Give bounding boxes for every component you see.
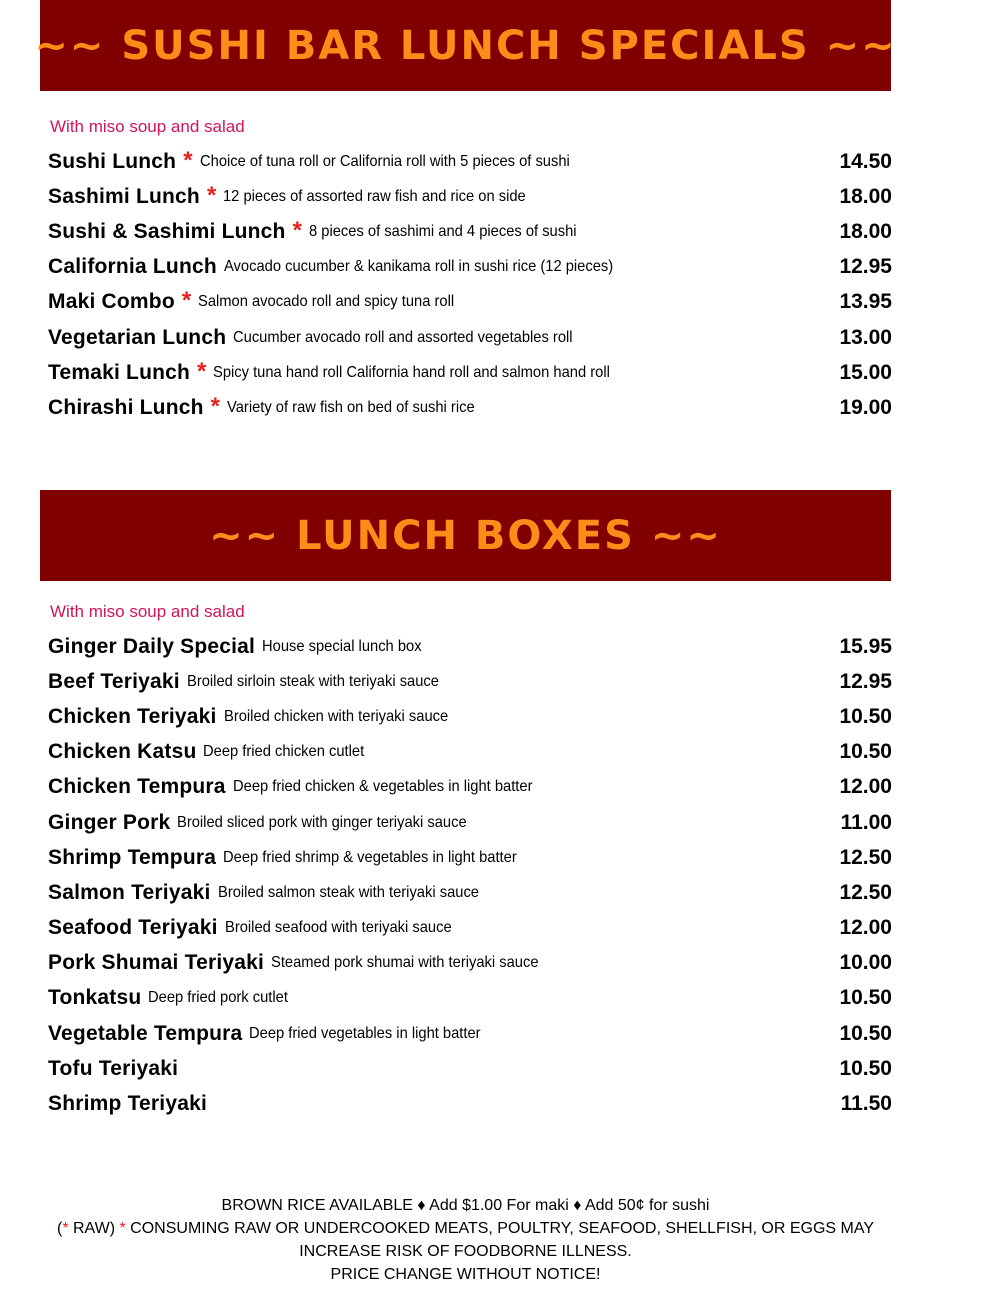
- menu-item: [48, 805, 892, 840]
- menu-item-name: Sushi & Sashimi Lunch: [48, 219, 286, 243]
- menu-item-price: 15.95: [839, 634, 892, 658]
- raw-star: *: [197, 357, 207, 385]
- menu-item-price: 10.50: [839, 1056, 892, 1080]
- menu-item: [48, 770, 892, 805]
- menu-item-name: Maki Combo: [48, 290, 175, 314]
- menu-item-name: Salmon Teriyaki: [48, 880, 211, 904]
- menu-item-price: 10.50: [839, 986, 892, 1010]
- menu-item-price: 11.50: [840, 1092, 892, 1116]
- sushi-bar-menu-list: [48, 144, 892, 426]
- menu-item: [48, 946, 892, 981]
- menu-item-name: Shrimp Tempura: [48, 845, 217, 869]
- menu-item-name: Ginger Daily Special: [48, 634, 256, 658]
- section-note: With miso soup and salad: [50, 117, 245, 136]
- raw-star: *: [62, 1220, 69, 1237]
- menu-item-price: 12.00: [839, 916, 892, 940]
- menu-item: [48, 355, 892, 390]
- menu-item-description: Deep fried chicken cutlet: [203, 743, 365, 761]
- menu-item-description: Variety of raw fish on bed of sushi rice: [227, 398, 475, 416]
- menu-item-name: Chicken Katsu: [48, 740, 197, 764]
- menu-item: [48, 179, 892, 214]
- footer-brown-rice: BROWN RICE AVAILABLE ♦ Add $1.00 For maki ♦ Add 50¢ for sushi: [221, 1197, 710, 1214]
- menu-item-description: Broiled sirloin steak with teriyaki sauce: [186, 672, 439, 690]
- sushi-bar-specials-banner: [34, 0, 897, 91]
- menu-item-name: Vegetarian Lunch: [48, 325, 227, 349]
- menu-item-description: Deep fried pork cutlet: [148, 989, 289, 1007]
- menu-item: [48, 875, 892, 910]
- menu-item-price: 18.00: [839, 219, 892, 243]
- menu-item-name: Vegetable Tempura: [48, 1021, 243, 1045]
- menu-item-description: Salmon avocado roll and spicy tuna roll: [198, 293, 455, 311]
- raw-star: *: [206, 181, 217, 209]
- menu-item-description: Avocado cucumber & kanikama roll in sushi rice (12 pieces): [223, 258, 614, 276]
- menu-item-price: 10.50: [839, 704, 892, 728]
- menu-item-name: Ginger Pork: [48, 810, 171, 834]
- raw-star: *: [292, 216, 302, 244]
- menu-item-description: Choice of tuna roll or California roll with 5 pieces of sushi: [199, 152, 570, 170]
- menu-footer: [40, 1194, 891, 1286]
- menu-item-description: Broiled seafood with teriyaki sauce: [224, 919, 452, 937]
- menu-item: [48, 735, 892, 770]
- menu-item: [48, 840, 892, 875]
- menu-item-price: 12.95: [839, 255, 892, 279]
- menu-item: [48, 699, 892, 734]
- menu-item: [48, 629, 892, 664]
- raw-star: *: [183, 146, 193, 174]
- menu-item-description: Deep fried chicken & vegetables in light batter: [232, 778, 533, 796]
- menu-item-price: 12.00: [839, 775, 892, 799]
- footer-illness-warning: INCREASE RISK OF FOODBORNE ILLNESS.: [299, 1243, 632, 1260]
- menu-item: [48, 214, 892, 249]
- lunch-boxes-menu-list: [48, 629, 892, 1122]
- menu-item-description: 12 pieces of assorted raw fish and rice on side: [223, 187, 527, 205]
- menu-item-name: California Lunch: [48, 255, 217, 279]
- menu-item: [48, 1051, 892, 1086]
- menu-item-name: Sushi Lunch: [48, 149, 177, 173]
- menu-item: [48, 320, 892, 355]
- menu-item: [48, 911, 892, 946]
- menu-item-description: Steamed pork shumai with teriyaki sauce: [271, 954, 539, 972]
- menu-item-price: 13.95: [839, 290, 892, 314]
- menu-item-description: Broiled chicken with teriyaki sauce: [223, 707, 448, 725]
- menu-item-name: Chicken Tempura: [48, 775, 226, 799]
- footer-price-notice: PRICE CHANGE WITHOUT NOTICE!: [330, 1266, 601, 1283]
- menu-item-name: Tofu Teriyaki: [48, 1056, 179, 1080]
- menu-item-name: Shrimp Teriyaki: [48, 1092, 208, 1116]
- raw-star: *: [181, 287, 192, 315]
- menu-item: [48, 390, 892, 425]
- menu-item-price: 12.95: [839, 669, 892, 693]
- menu-item-name: Pork Shumai Teriyaki: [48, 951, 265, 975]
- lunch-boxes-banner: [40, 490, 891, 581]
- menu-item-description: 8 pieces of sashimi and 4 pieces of sushi: [308, 222, 577, 240]
- menu-item-name: Sashimi Lunch: [48, 184, 200, 208]
- menu-item-price: 19.00: [839, 395, 892, 419]
- menu-item-price: 10.50: [839, 1021, 892, 1045]
- menu-item-price: 15.00: [839, 360, 892, 384]
- footer-raw-warning: (* RAW) * CONSUMING RAW OR UNDERCOOKED MEATS, POULTRY, SEAFOOD, SHELLFISH, OR EGGS MAY: [56, 1220, 874, 1237]
- menu-item: [48, 285, 892, 320]
- menu-item: [48, 250, 892, 285]
- menu-item-description: Cucumber avocado roll and assorted vegetables roll: [233, 328, 573, 346]
- menu-item-price: 12.50: [839, 845, 892, 869]
- menu-item: [48, 1086, 892, 1121]
- section-title: ~~ LUNCH BOXES ~~: [209, 512, 722, 559]
- menu-item-price: 11.00: [840, 810, 892, 834]
- menu-item: [48, 664, 892, 699]
- menu-item-name: Chirashi Lunch: [48, 395, 204, 419]
- menu-item-description: Broiled sliced pork with ginger teriyaki sauce: [177, 813, 468, 831]
- menu-item-price: 13.00: [839, 325, 892, 349]
- menu-item-price: 12.50: [839, 880, 892, 904]
- section-title: ~~ SUSHI BAR LUNCH SPECIALS ~~: [34, 22, 897, 69]
- menu-item-price: 10.00: [839, 951, 892, 975]
- menu-item-price: 10.50: [839, 740, 892, 764]
- menu-item-name: Beef Teriyaki: [48, 669, 180, 693]
- menu-item-description: Deep fried vegetables in light batter: [249, 1024, 482, 1042]
- menu-item-price: 14.50: [839, 149, 892, 173]
- section-note: With miso soup and salad: [50, 602, 245, 621]
- menu-item-description: Deep fried shrimp & vegetables in light batter: [223, 848, 517, 866]
- menu-item-name: Tonkatsu: [48, 986, 142, 1010]
- menu-item-description: House special lunch box: [262, 637, 422, 655]
- menu-item-name: Temaki Lunch: [48, 360, 191, 384]
- menu-item: [48, 1016, 892, 1051]
- menu-item-name: Chicken Teriyaki: [48, 704, 217, 728]
- menu-item: [48, 981, 892, 1016]
- menu-item: [48, 144, 892, 179]
- raw-star: *: [119, 1220, 126, 1237]
- menu-item-description: Broiled salmon steak with teriyaki sauce: [217, 883, 479, 901]
- menu-item-description: Spicy tuna hand roll California hand roll and salmon hand roll: [213, 363, 611, 381]
- menu-item-price: 18.00: [839, 184, 892, 208]
- menu-item-name: Seafood Teriyaki: [48, 916, 218, 940]
- raw-star: *: [210, 392, 220, 420]
